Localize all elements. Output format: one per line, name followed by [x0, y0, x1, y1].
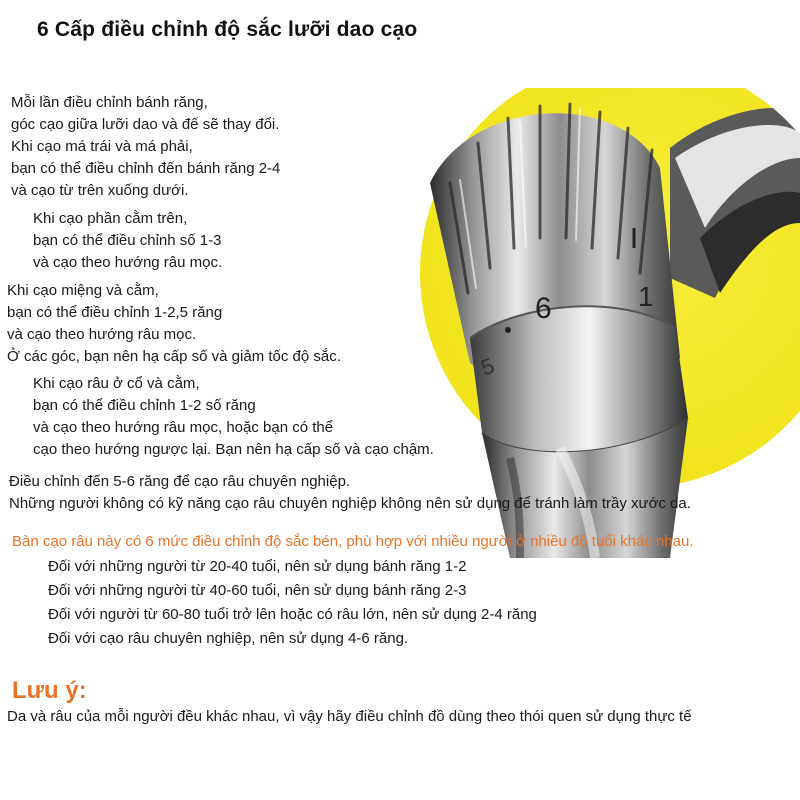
mouth-chin-instructions	[7, 280, 341, 368]
text-line: cạo theo hướng ngược lại. Bạn nên hạ cấp số và cạo chậm.	[33, 441, 434, 458]
text-line: Khi cạo má trái và má phải,	[11, 138, 193, 155]
text-line: bạn có thể điều chỉnh 1-2 số răng	[33, 397, 256, 414]
text-line: và cạo từ trên xuống dưới.	[11, 182, 189, 199]
page-title: 6 Cấp điều chỉnh độ sắc lưỡi dao cạo	[37, 18, 418, 41]
upper-chin-instructions	[33, 208, 222, 274]
professional-instructions	[9, 471, 691, 515]
text-line: và cạo theo hướng râu mọc.	[33, 254, 223, 271]
dial-number-1: 1	[638, 281, 654, 312]
list-item: Đối với cạo râu chuyên nghiệp, nên sử dụng 4-6 răng.	[48, 630, 409, 647]
text-line: Những người không có kỹ năng cạo râu chuyên nghiệp không nên sử dụng để tránh làm trầy xước da.	[9, 495, 691, 512]
list-item: Đối với những người từ 40-60 tuổi, nên sử dụng bánh răng 2-3	[48, 582, 467, 599]
dial-number-6: 6	[535, 292, 552, 325]
list-item: Đối với những người từ 20-40 tuổi, nên sử dụng bánh răng 1-2	[48, 558, 467, 575]
text-line: Mỗi lần điều chỉnh bánh răng,	[11, 94, 208, 111]
text-line: Điều chỉnh đến 5-6 răng để cạo râu chuyên nghiệp.	[9, 473, 351, 490]
text-line: và cạo theo hướng râu mọc, hoặc bạn có thể	[33, 419, 334, 436]
cheeks-instructions	[11, 92, 280, 202]
list-item: Đối với người từ 60-80 tuổi trở lên hoặc có râu lớn, nên sử dụng 2-4 răng	[48, 606, 537, 623]
text-line: Khi cạo râu ở cổ và cằm,	[33, 375, 200, 392]
neck-instructions	[33, 373, 434, 461]
text-line: Khi cạo miệng và cằm,	[7, 282, 159, 299]
text-line: và cạo theo hướng râu mọc.	[7, 326, 197, 343]
text-line: Ở các góc, bạn nên hạ cấp số và giảm tốc độ sắc.	[7, 348, 341, 365]
text-line: bạn có thể điều chỉnh đến bánh răng 2-4	[11, 160, 281, 177]
text-line: Khi cạo phần cằm trên,	[33, 210, 188, 227]
note-heading: Lưu ý:	[12, 677, 87, 704]
age-recommendation-list	[48, 555, 537, 651]
text-line: bạn có thể điều chỉnh số 1-3	[33, 232, 222, 249]
dial-number-5: 5	[477, 352, 498, 381]
text-line: bạn có thể điều chỉnh 1-2,5 răng	[7, 304, 223, 321]
note-text: Da và râu của mỗi người đều khác nhau, vì vậy hãy điều chỉnh đồ dùng theo thói quen sử dụng thực tế	[7, 708, 692, 725]
text-line: góc cạo giữa lưỡi dao và đế sẽ thay đổi.	[11, 116, 280, 133]
highlight-text: Bàn cạo râu này có 6 mức điều chỉnh độ sắc bén, phù hợp với nhiều người ở nhiều độ tuổi khác nhau.	[12, 533, 694, 550]
